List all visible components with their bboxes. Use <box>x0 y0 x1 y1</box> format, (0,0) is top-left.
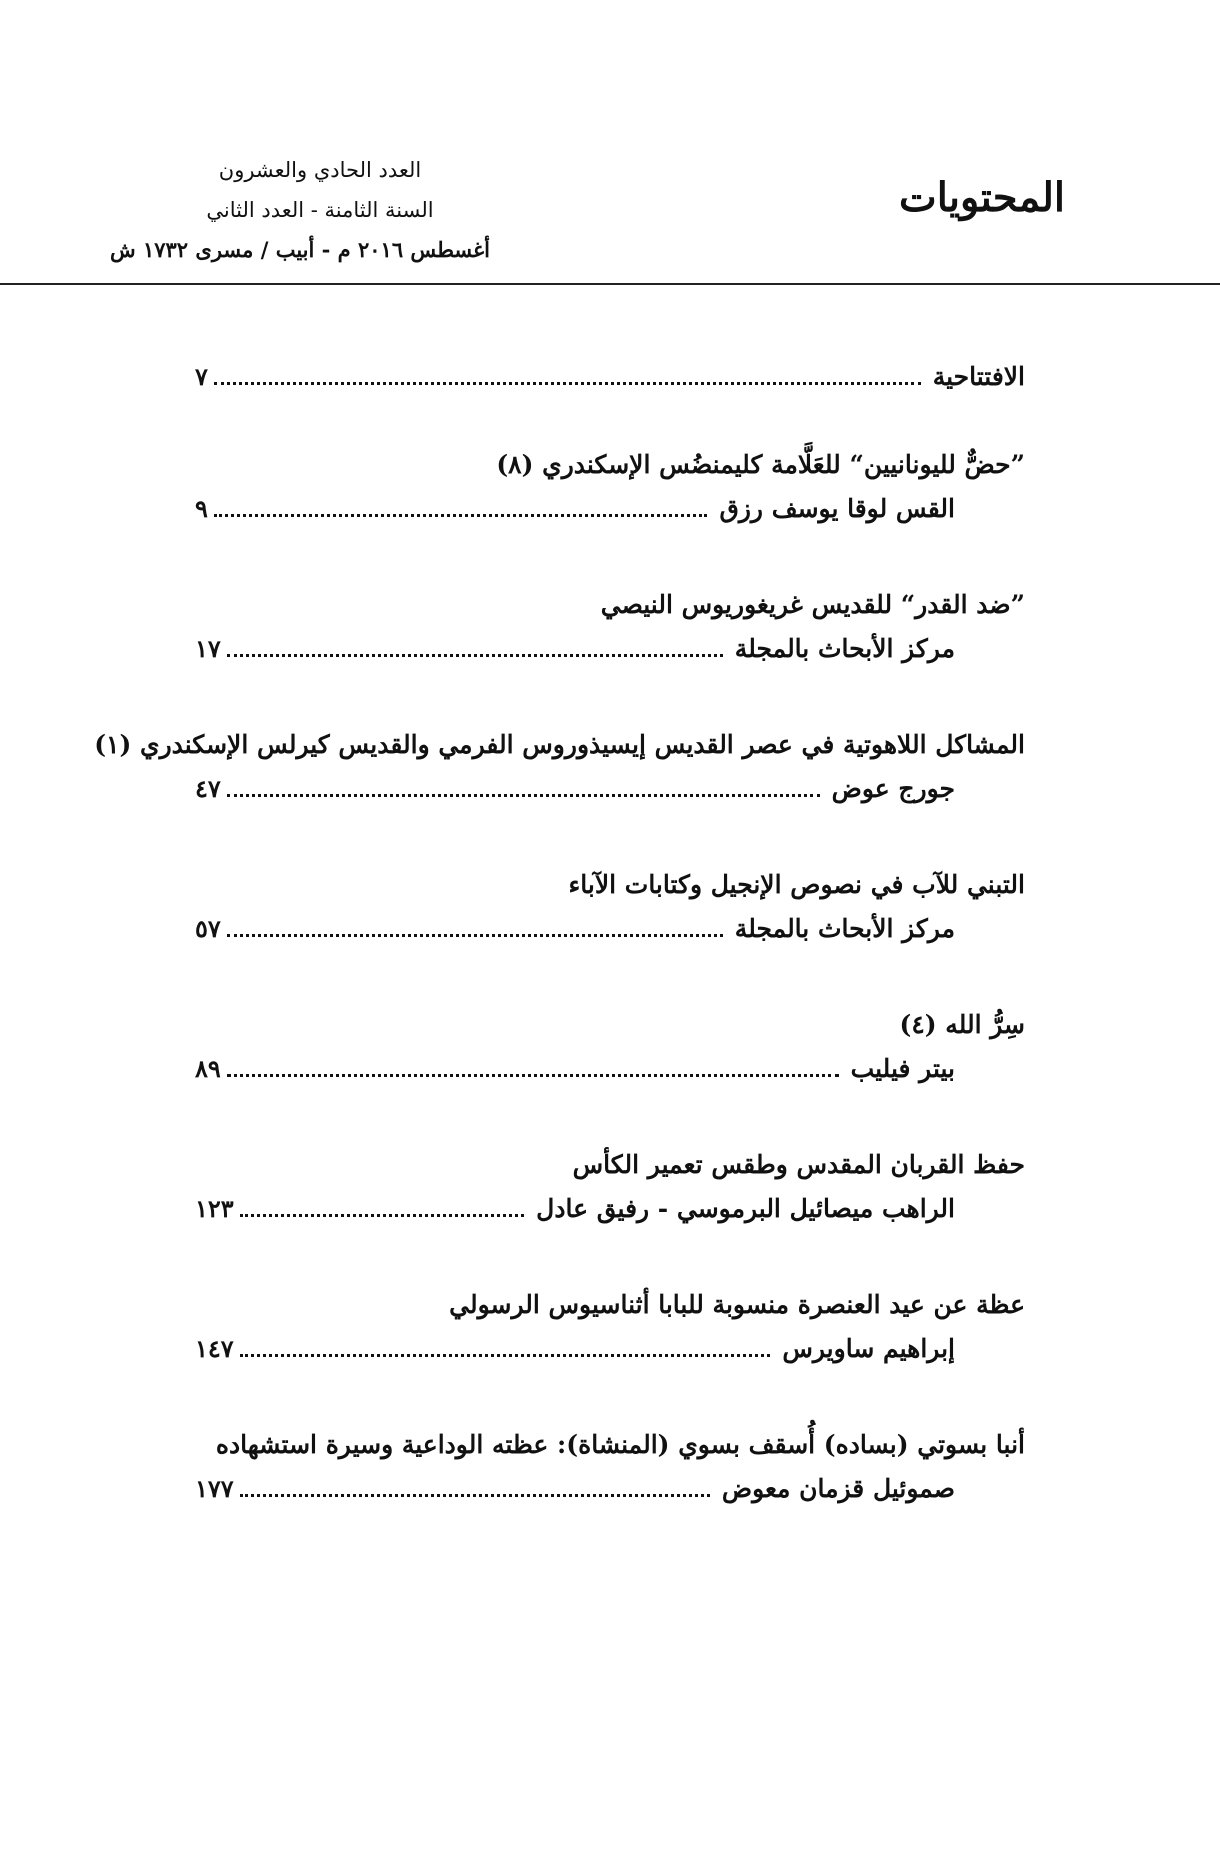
toc-entry-line <box>195 627 1025 671</box>
toc-entry <box>195 1143 1025 1283</box>
toc-page-number: ٩ <box>195 494 208 523</box>
toc-entry-title: أنبا بسوتي (بساده) أُسقف بسوي (المنشاة): عظته الوداعية وسيرة استشهاده <box>215 1430 1025 1459</box>
dot-leader <box>227 793 820 797</box>
toc-entry-author: جورج عوض <box>831 774 955 803</box>
toc-entry-line <box>195 767 1025 811</box>
toc-entry-author: مركز الأبحاث بالمجلة <box>734 634 955 663</box>
toc-page-number: ٤٧ <box>195 774 221 803</box>
table-of-contents <box>94 355 1025 1563</box>
toc-entry <box>195 583 1025 723</box>
dot-leader <box>240 1353 771 1357</box>
toc-entry-line <box>195 1327 1025 1371</box>
toc-entry-line <box>195 1467 1025 1511</box>
toc-page-number: ١٧٧ <box>195 1474 234 1503</box>
toc-entry-author: مركز الأبحاث بالمجلة <box>734 914 955 943</box>
toc-entry-title: الافتتاحية <box>932 362 1025 391</box>
toc-entry-author: القس لوقا يوسف رزق <box>719 494 955 523</box>
page-title: المحتويات <box>899 174 1065 221</box>
toc-entry <box>94 723 1025 863</box>
toc-page-number: ٧ <box>195 362 208 391</box>
toc-entry <box>195 1283 1025 1423</box>
toc-entry-title: المشاكل اللاهوتية في عصر القديس إيسيذوروس الفرمي والقديس كيرلس الإسكندري (١) <box>94 730 1025 759</box>
toc-entry-line <box>195 1187 1025 1231</box>
toc-page-number: ٨٩ <box>195 1054 221 1083</box>
toc-page-number: ١٤٧ <box>195 1334 234 1363</box>
dot-leader <box>240 1493 710 1497</box>
toc-entry-title: التبني للآب في نصوص الإنجيل وكتابات الآباء <box>568 870 1025 899</box>
toc-entry <box>195 1003 1025 1143</box>
toc-entry-title: سِرُّ الله (٤) <box>899 1010 1025 1039</box>
toc-entry-title: ”حضٌّ لليونانيين“ للعَلَّامة كليمنضُس الإسكندري (٨) <box>496 450 1025 479</box>
toc-page-number: ١٧ <box>195 634 221 663</box>
toc-entry-line <box>195 355 1025 399</box>
dot-leader <box>214 381 921 385</box>
toc-entry-line <box>195 1047 1025 1091</box>
issue-date: أغسطس ٢٠١٦ م - أبيب / مسرى ١٧٣٢ ش <box>110 237 490 262</box>
toc-entry-editorial <box>195 355 1025 443</box>
issue-info <box>110 150 490 270</box>
toc-entry-title: عظة عن عيد العنصرة منسوبة للبابا أثناسيوس الرسولي <box>449 1290 1025 1319</box>
toc-entry-title: حفظ القربان المقدس وطقس تعمير الكأس <box>572 1150 1025 1179</box>
toc-page-number: ٥٧ <box>195 914 221 943</box>
toc-entry-author: بيتر فيليب <box>850 1054 955 1083</box>
toc-entry-line <box>195 487 1025 531</box>
dot-leader <box>227 653 723 657</box>
toc-entry-author: الراهب ميصائيل البرموسي - رفيق عادل <box>536 1194 955 1223</box>
dot-leader <box>227 1073 839 1077</box>
toc-entry-line <box>195 907 1025 951</box>
header-divider <box>0 283 1220 285</box>
toc-entry-title: ”ضد القدر“ للقديس غريغوريوس النيصي <box>600 590 1025 619</box>
toc-entry-author: صموئيل قزمان معوض <box>721 1474 955 1503</box>
toc-entry-author: إبراهيم ساويرس <box>782 1334 955 1363</box>
dot-leader <box>227 933 723 937</box>
year-issue: السنة الثامنة - العدد الثاني <box>206 198 434 222</box>
toc-page-number: ١٢٣ <box>195 1194 234 1223</box>
dot-leader <box>240 1213 524 1217</box>
toc-entry <box>195 863 1025 1003</box>
toc-entry <box>195 443 1025 583</box>
issue-number: العدد الحادي والعشرون <box>218 158 422 182</box>
page-header <box>0 0 1220 285</box>
toc-entry <box>195 1423 1025 1563</box>
dot-leader <box>214 513 708 517</box>
